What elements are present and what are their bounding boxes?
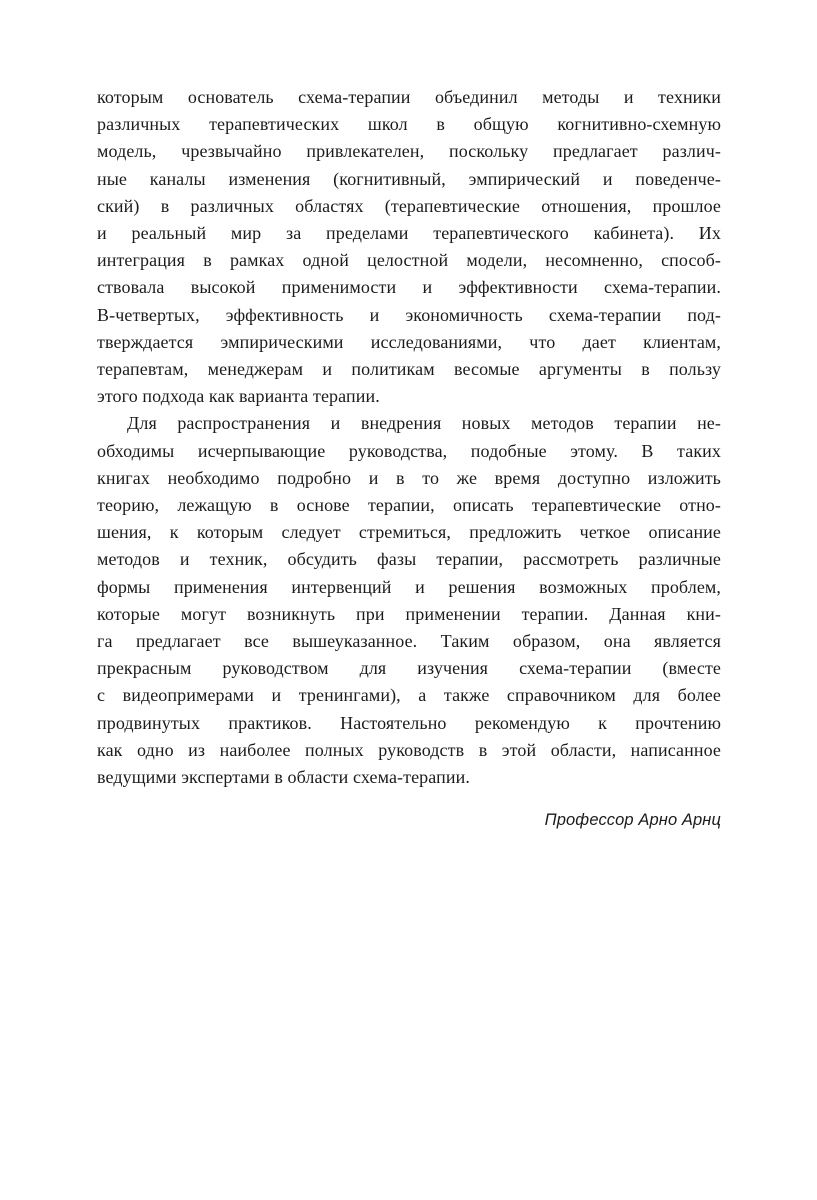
text-line: различных терапевтических школ в общую когнитивно-схемную: [97, 114, 721, 135]
text-line: формы применения интервенций и решения возможных проблем,: [97, 576, 721, 597]
text-line: теорию, лежащую в основе терапии, описать терапевтические отно-: [97, 495, 721, 516]
text-line: Для распространения и внедрения новых методов терапии не-: [127, 413, 721, 434]
text-line: ствовала высокой применимости и эффективности схема-терапии.: [97, 277, 721, 298]
paragraph-2: [97, 410, 721, 791]
text-line: ведущими экспертами в области схема-терапии.: [97, 767, 470, 788]
text-line: прекрасным руководством для изучения схема-терапии (вместе: [97, 658, 721, 679]
text-line: шения, к которым следует стремиться, предложить четкое описание: [97, 522, 721, 543]
text-line: с видеопримерами и тренингами), а также справочником для более: [97, 685, 721, 706]
text-line: терапевтам, менеджерам и политикам весомые аргументы в пользу: [97, 359, 721, 380]
text-line: этого подхода как варианта терапии.: [97, 386, 380, 407]
text-line: книгах необходимо подробно и в то же время доступно изложить: [97, 467, 721, 488]
text-line: интеграция в рамках одной целостной модели, несомненно, способ-: [97, 250, 721, 271]
text-line: ский) в различных областях (терапевтические отношения, прошлое: [97, 195, 721, 216]
paragraph-1: [97, 84, 721, 410]
text-line: и реальный мир за пределами терапевтического кабинета). Их: [97, 223, 721, 244]
text-line: модель, чрезвычайно привлекателен, поскольку предлагает различ-: [97, 141, 721, 162]
text-line: В-четвертых, эффективность и экономичность схема-терапии под-: [97, 304, 721, 325]
text-line: которые могут возникнуть при применении терапии. Данная кни-: [97, 603, 721, 624]
text-line: обходимы исчерпывающие руководства, подобные этому. В таких: [97, 440, 721, 461]
text-line: ные каналы изменения (когнитивный, эмпирический и поведенче-: [97, 168, 721, 189]
text-line: методов и техник, обсудить фазы терапии, рассмотреть различные: [97, 549, 721, 570]
text-line: как одно из наиболее полных руководств в этой области, написанное: [97, 739, 721, 760]
text-line: которым основатель схема-терапии объединил методы и техники: [97, 87, 721, 107]
text-line: тверждается эмпирическими исследованиями, что дает клиентам,: [97, 331, 721, 352]
text-line: га предлагает все вышеуказанное. Таким образом, она является: [97, 631, 721, 652]
author-signature: Профессор Арно Арнц: [544, 811, 721, 830]
body-text: [97, 84, 721, 834]
text-line: продвинутых практиков. Настоятельно рекомендую к прочтению: [97, 712, 721, 733]
